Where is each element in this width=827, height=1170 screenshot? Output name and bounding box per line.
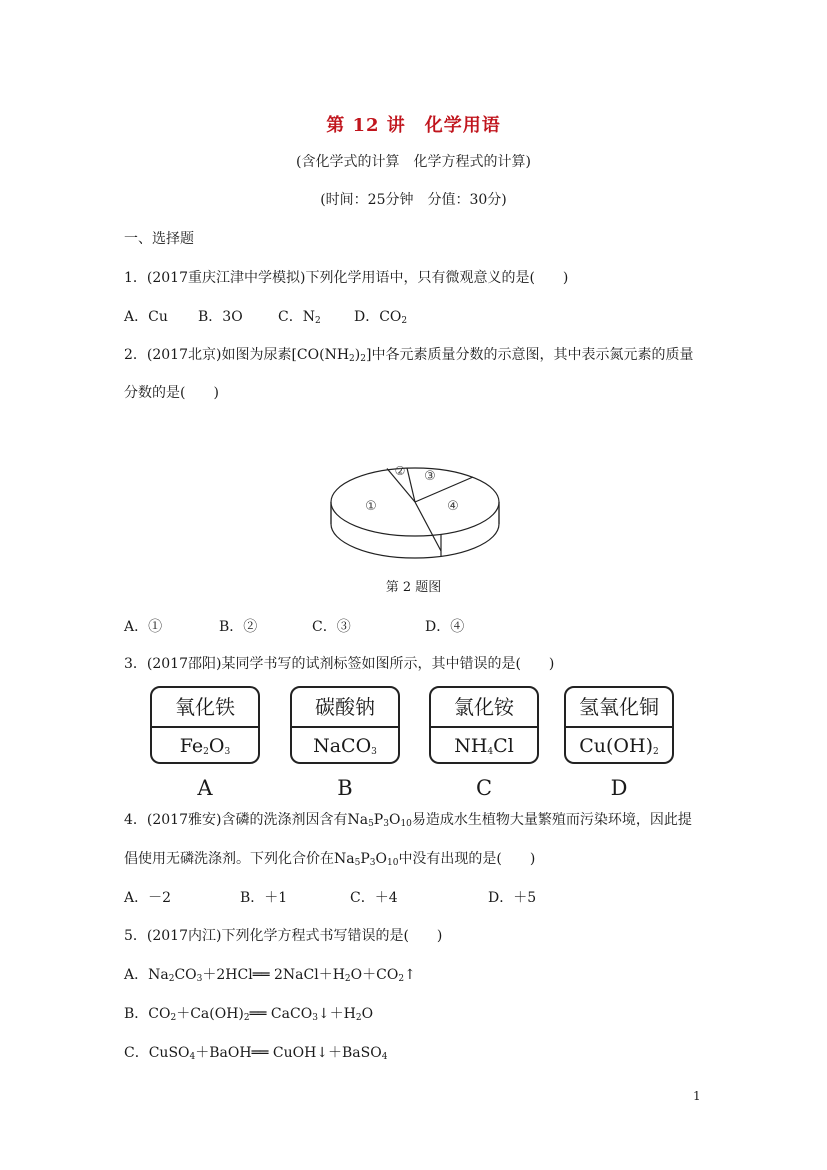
reagent-label-d: [564, 686, 674, 764]
q1-option-b: B．3O: [198, 309, 243, 325]
reagent-formula: $Cu(OH)_2$: [579, 735, 659, 757]
reagent-name: 氯化铵: [431, 688, 537, 728]
page-subtitle: (含化学式的计算 化学方程式的计算): [296, 154, 531, 170]
q1-option-c: C．$N_2$: [278, 309, 321, 326]
reagent-formula: $Fe_2O_3$: [179, 735, 231, 757]
q1-option-d: D．$CO_2$: [354, 309, 408, 326]
pie-label-2: ②: [394, 464, 406, 478]
pie-label-4: ④: [447, 499, 459, 514]
pie-label-3: ③: [424, 469, 436, 484]
page-title: 第 12 讲 化学用语: [326, 115, 501, 136]
q1-option-a: A．Cu: [124, 309, 168, 325]
reagent-label-b: [290, 686, 400, 764]
question-3-stem: 3．(2017邵阳)某同学书写的试剂标签如图所示，其中错误的是( ): [124, 656, 555, 672]
reagent-formula: $NH_4Cl$: [454, 735, 514, 757]
question-2-stem: 2．(2017北京)如图为尿素$[CO(NH_2)_2]$中各元素质量分数的示意图，其中表示氮元素的质量: [124, 347, 694, 364]
question-4-stem-line2: 倡使用无磷洗涤剂。下列化合价在$Na_5P_3O_{10}$中没有出现的是( ): [124, 851, 536, 868]
reagent-letter-c: C: [475, 776, 493, 800]
q4-option-d: D．＋5: [488, 890, 537, 906]
q2-option-d: D．④: [425, 619, 465, 635]
time-info: (时间：25分钟 分值：30分): [320, 192, 507, 208]
question-2-options: [124, 616, 464, 636]
reagent-name: 氧化铁: [152, 688, 258, 728]
q5-option-b: B．$CO_2+Ca(OH)_2══$ $CaCO_3↓+H_2O$: [124, 1006, 374, 1023]
q2-option-b: B．②: [219, 619, 258, 635]
question-5-stem: 5．(2017内江)下列化学方程式书写错误的是( ): [124, 928, 443, 944]
reagent-labels: [150, 686, 680, 800]
reagent-label-c: [429, 686, 539, 764]
q2-option-c: C．③: [312, 619, 351, 635]
reagent-name: 氢氧化铜: [566, 688, 672, 728]
reagent-letter-d: D: [610, 776, 628, 800]
q2-option-a: A．①: [124, 619, 163, 635]
question-1-options: [124, 306, 407, 326]
figure-2-caption: 第 2 题图: [385, 580, 442, 595]
q5-option-c: C．CuSO$_4$＋BaOH══ CuOH↓＋BaSO$_4$: [124, 1045, 388, 1062]
question-4-options: [124, 887, 536, 907]
section-heading: 一、选择题: [124, 231, 194, 247]
question-1-stem: 1．(2017重庆江津中学模拟)下列化学用语中，只有微观意义的是( ): [124, 270, 569, 286]
question-2-stem-line2: 分数的是( ): [124, 385, 219, 401]
pie-label-1: ①: [365, 499, 377, 514]
pie-chart-figure: [325, 452, 505, 567]
reagent-letter-b: B: [337, 776, 353, 800]
q4-option-a: A．－2: [124, 890, 172, 906]
reagent-label-a: [150, 686, 260, 764]
reagent-letter-a: A: [197, 776, 213, 800]
q5-option-a: A．$Na_2CO_3+2HCl══$ $2NaCl+H_2O+CO_2↑$: [124, 967, 416, 984]
question-4-stem: 4．(2017雅安)含磷的洗涤剂因含有$Na_5P_3O_{10}$易造成水生植物大量繁殖而污染环境，因此提: [124, 812, 692, 829]
q4-option-b: B．＋1: [240, 890, 288, 906]
reagent-formula: NaCO$_3$: [313, 735, 377, 757]
page-number: 1: [693, 1089, 701, 1103]
q4-option-c: C．＋4: [350, 890, 398, 906]
reagent-name: 碳酸钠: [292, 688, 398, 728]
